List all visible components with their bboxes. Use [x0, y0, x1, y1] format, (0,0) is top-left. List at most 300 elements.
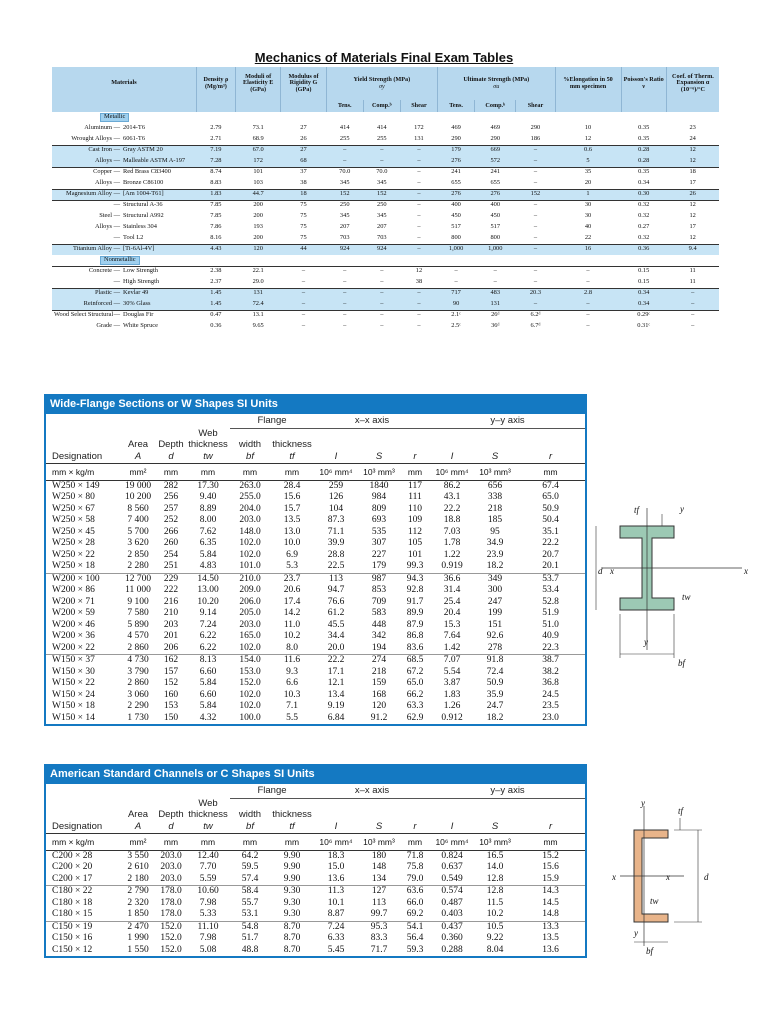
material-value: –	[363, 145, 400, 156]
material-value: –	[516, 145, 555, 156]
w-shape-row	[46, 538, 585, 550]
w-designation: W200 × 59	[52, 608, 95, 618]
c-value: 16.5	[486, 850, 504, 861]
c-value: 7.24	[314, 921, 358, 933]
w-value: 6.60	[199, 666, 217, 677]
c-hdr-width: width	[238, 809, 262, 820]
material-value: 0.15	[638, 277, 650, 285]
c-value: 56.4	[406, 933, 424, 943]
w-value: 8.89	[199, 503, 217, 514]
c-value: 178.0	[156, 886, 186, 898]
material-value: 0.31ᶜ	[637, 322, 651, 330]
w-value: 3 060	[127, 689, 149, 700]
material-value: –	[326, 299, 363, 310]
w-shape-row	[46, 690, 585, 702]
material-group: Cast Iron	[88, 146, 112, 154]
w-value: 17.1	[327, 666, 345, 677]
material-value: 152	[363, 189, 400, 200]
w-designation: W150 × 30	[52, 666, 95, 677]
material-value: 12	[584, 134, 592, 142]
w-value: 63.3	[406, 701, 424, 711]
w-value: 222	[163, 585, 179, 595]
w-value: 105	[407, 538, 423, 548]
material-row: Alloys — Malleable ASTM A-197 7.28 172 68 – – – 276 572 – 5 0.28 12	[52, 156, 719, 167]
w-value: 20.4	[443, 608, 461, 618]
w-value: 0.912	[441, 712, 463, 723]
w-value: 7.07	[430, 655, 474, 667]
w-value: 2 850	[127, 549, 149, 560]
c-shape-row	[46, 933, 585, 945]
w-value: 257	[163, 503, 179, 514]
w-value: 50.9	[486, 678, 504, 688]
material-row: Alloys — Bronze C86100 8.83 103 38 345 345 – 655 655 – 20 0.34 17	[52, 178, 719, 189]
w-value: 9.3	[286, 666, 298, 677]
material-spec: [Am 1004-T61]	[123, 190, 164, 198]
material-value: 8.74	[196, 167, 235, 178]
material-value: –	[380, 322, 384, 330]
material-group: Wood Select Structural	[54, 311, 114, 319]
material-value: 75	[300, 223, 307, 231]
material-value: –	[363, 310, 400, 321]
material-value: 26	[666, 189, 719, 200]
c-body	[46, 850, 585, 956]
material-spec: 6061-T6	[123, 134, 146, 142]
w-value: 18.2	[486, 561, 504, 571]
material-value: –	[281, 310, 326, 321]
w-value: 23.5	[542, 701, 559, 711]
materials-body	[52, 112, 719, 332]
material-group: Magnesium Alloy	[66, 190, 112, 198]
w-value: 3.87	[443, 678, 461, 688]
material-value: 655	[490, 178, 501, 186]
w-value: 6.84	[327, 712, 345, 723]
w-shape-row	[46, 492, 585, 504]
material-value: –	[326, 266, 363, 277]
w-designation: W200 × 46	[52, 619, 95, 630]
hdr-ult-tens: Tens.	[438, 100, 475, 112]
w-value: 10.0	[283, 538, 301, 548]
w-value: 91.8	[474, 655, 516, 667]
w-value: 5 890	[127, 619, 149, 630]
w-designation: W250 × 80	[52, 492, 95, 502]
w-value: 709	[371, 596, 387, 607]
w-shape-row	[46, 573, 585, 585]
material-value: 152	[326, 189, 363, 200]
w-value: 11.6	[270, 655, 314, 667]
c-units-row	[46, 833, 585, 850]
w-value: 218	[371, 666, 387, 677]
w-value: 95	[490, 526, 500, 537]
c-value: 11.5	[486, 897, 504, 908]
w-value: 51.0	[542, 619, 559, 630]
material-value: –	[586, 277, 590, 285]
material-value: 517	[451, 223, 461, 231]
c-value: 1 990	[127, 933, 149, 943]
w-tf-label: tf	[634, 505, 640, 515]
material-value: 8.16	[210, 233, 222, 241]
w-value: 24.7	[486, 701, 504, 711]
material-spec: Malleable ASTM A-197	[123, 156, 186, 164]
c-value: 0.360	[441, 933, 463, 943]
material-spec: Red Brass C83400	[123, 168, 171, 176]
w-value: 4.32	[199, 712, 217, 723]
material-value: –	[533, 212, 538, 220]
c-value: 83.3	[370, 933, 388, 943]
material-value: 2.5ᶜ	[451, 322, 461, 330]
material-value: 68	[281, 156, 326, 167]
w-designation: W150 × 22	[52, 678, 95, 688]
material-value: 290	[451, 134, 461, 142]
hdr-ultimate-label: Ultimate Strength (MPa)	[463, 76, 530, 83]
w-value: 2 290	[127, 701, 149, 711]
w-shape-row	[46, 667, 585, 679]
material-value: 400	[438, 200, 475, 211]
c-value: 66.0	[406, 897, 424, 908]
material-value: 703	[377, 233, 387, 241]
w-value: 111	[408, 492, 422, 502]
c-unit-cell: 10⁶ mm⁴	[430, 833, 474, 850]
c-shape-row	[46, 898, 585, 910]
w-value: 5.54	[443, 666, 461, 677]
c-unit-cell: mm²	[120, 833, 156, 850]
w-value: 153	[163, 701, 179, 711]
w-hdr-bf: bf	[246, 450, 254, 462]
material-value: 250	[363, 200, 400, 211]
w-hdr-Ix: I	[334, 450, 338, 462]
hdr-yield-sub: σy	[378, 82, 385, 90]
w-value: 62.9	[406, 712, 424, 723]
material-value: 2.37	[210, 277, 222, 285]
w-value: 53.7	[516, 573, 585, 585]
w-hdr-A: A	[134, 450, 142, 462]
w-value: 5.3	[286, 561, 298, 571]
w-value: 15.3	[443, 619, 461, 630]
material-value: 72.4	[235, 299, 280, 310]
material-value: 6.2ᵈ	[516, 310, 555, 321]
c-value: 0.288	[441, 944, 463, 955]
w-value: 35.1	[542, 526, 559, 537]
w-value: 809	[371, 503, 387, 514]
material-value: –	[400, 167, 437, 178]
w-value: 110	[408, 503, 422, 514]
material-value: 75	[300, 233, 307, 241]
c-unit-cell: mm	[516, 833, 585, 850]
w-value: 3 620	[127, 538, 149, 548]
w-value: 194	[371, 642, 387, 653]
w-value: 6.9	[286, 549, 298, 560]
material-value: 22	[584, 233, 592, 241]
material-row: Steel — Structural A992 7.85 200 75 345 345 – 450 450 – 30 0.32 12	[52, 211, 719, 222]
material-value: –	[586, 322, 590, 330]
w-designation: W250 × 18	[52, 561, 95, 571]
c-value: 9.90	[283, 850, 301, 861]
w-value: 252	[163, 515, 179, 525]
material-value: 1.45	[196, 288, 235, 299]
w-value: 5 700	[127, 526, 149, 537]
material-value: 11	[689, 277, 696, 285]
w-value: 153.0	[239, 666, 261, 677]
w-value: 102.0	[239, 549, 261, 560]
w-value: 282	[163, 480, 179, 491]
material-group: Reinforced	[83, 299, 112, 307]
w-value: 12 700	[120, 573, 156, 585]
c-value: 79.0	[406, 873, 424, 884]
c-value: 134	[371, 873, 387, 884]
w-value: 52.8	[542, 596, 559, 607]
material-value: 9.65	[252, 322, 264, 330]
material-value: 27	[281, 145, 326, 156]
material-spec: Structural A992	[123, 212, 164, 220]
c-value: 71.7	[370, 944, 388, 955]
material-value: –	[400, 200, 437, 211]
w-value: 13.4	[327, 689, 345, 700]
c-value: 0.824	[441, 850, 463, 861]
c-designation: C180 × 22	[46, 886, 120, 898]
c-value: 1 550	[127, 944, 149, 955]
material-value: 0.32	[621, 200, 666, 211]
w-value: 278	[487, 642, 503, 653]
material-row: Aluminum — 2014-T6 2.79 73.1 27 414 414 172 469 469 290 10 0.35 23	[52, 123, 719, 134]
material-spec: Douglas Fir	[123, 311, 154, 319]
w-value: 9 100	[127, 596, 149, 607]
c-value: 7.98	[199, 897, 217, 908]
w-value: 71.1	[327, 526, 345, 537]
w-value: 19 000	[124, 480, 152, 491]
w-value: 12.1	[327, 678, 345, 688]
w-value: 6.60	[199, 689, 217, 700]
w-value: 87.9	[406, 619, 424, 630]
material-value: 5	[555, 156, 621, 167]
c-hdr-ry: r	[548, 820, 553, 832]
w-designation: W200 × 86	[52, 585, 95, 595]
w-value: 35.9	[486, 689, 504, 700]
w-value: 4 730	[120, 655, 156, 667]
c-value: 9.30	[283, 909, 301, 919]
c-value: 14.8	[542, 909, 559, 919]
material-row: Reinforced — 30% Glass 1.45 72.4 – – – – 90 131 – – 0.34 –	[52, 299, 719, 310]
w-value: 9.19	[327, 701, 345, 711]
material-value: 131	[475, 299, 516, 310]
c-value: 14.0	[486, 862, 504, 872]
w-value: 151	[487, 619, 503, 630]
material-value: 2.79	[210, 124, 222, 132]
hdr-ultimate-sub: σu	[493, 82, 500, 90]
w-value: 92.6	[486, 631, 504, 641]
w-value: 17.30	[197, 480, 219, 491]
w-hdr-tf: tf	[289, 450, 295, 462]
w-value: 17.4	[283, 596, 301, 607]
material-value: 0.35	[638, 124, 650, 132]
c-value: 9.30	[283, 897, 301, 908]
w-bf-label: bf	[678, 658, 686, 668]
material-group: Concrete	[88, 267, 112, 275]
w-shape-diagram	[592, 500, 762, 670]
material-group: Titanium Alloy	[72, 245, 112, 253]
w-shape-row	[46, 561, 585, 573]
material-value: 179	[438, 145, 475, 156]
c-hdr-Sx: S	[375, 820, 383, 832]
w-shape-row	[46, 480, 585, 492]
material-value: –	[666, 299, 719, 310]
w-value: 203	[163, 619, 179, 630]
material-value: –	[417, 223, 421, 231]
material-value: 0.29ᶜ	[621, 310, 666, 321]
c-value: 5.33	[199, 909, 217, 919]
material-value: 2.1ᶜ	[438, 310, 475, 321]
w-hdr-thickness: thickness	[188, 439, 228, 450]
w-value: 102.0	[239, 689, 261, 700]
w-value: 38.7	[516, 655, 585, 667]
w-designation: W200 × 22	[52, 642, 95, 653]
material-value: –	[326, 145, 363, 156]
w-value: 50.9	[542, 503, 559, 514]
c-value: 12.8	[474, 886, 516, 898]
material-value: –	[281, 288, 326, 299]
material-value: 0.6	[555, 145, 621, 156]
w-value: 92.8	[406, 585, 424, 595]
w-units-row	[46, 463, 585, 480]
w-shape-row	[46, 713, 585, 725]
w-unit-cell: mm	[400, 463, 430, 480]
w-unit-cell: 10³ mm³	[474, 463, 516, 480]
c-value: 59.3	[406, 944, 424, 955]
w-shape-row	[46, 597, 585, 609]
material-value: –	[380, 277, 384, 285]
w-unit-cell: 10⁶ mm⁴	[314, 463, 358, 480]
material-value: –	[400, 299, 437, 310]
w-value: 14.2	[283, 608, 301, 618]
w-value: 101	[407, 549, 423, 560]
w-value: 218	[487, 503, 503, 514]
c-designation: C200 × 28	[52, 850, 93, 861]
w-value: 34.9	[486, 538, 504, 548]
w-value: 10.3	[283, 689, 301, 700]
material-value: 669	[475, 145, 516, 156]
w-value: 266	[163, 526, 179, 537]
w-value: 91.2	[370, 712, 388, 723]
c-shapes-title: American Standard Channels or C Shapes SI Units	[44, 764, 587, 784]
material-value: 276	[438, 156, 475, 167]
w-value: 984	[371, 492, 387, 502]
material-value: 345	[339, 212, 350, 220]
w-value: 7 400	[127, 515, 149, 525]
w-shapes-table	[46, 414, 585, 724]
w-unit-cell: mm × kg/m	[46, 463, 120, 480]
material-value: –	[533, 233, 538, 241]
c-hdr-bf: bf	[246, 820, 254, 832]
material-value: 1,000	[438, 244, 475, 255]
w-shape-row	[46, 527, 585, 539]
material-row: Magnesium Alloy — [Am 1004-T61] 1.83 44.7 18 152 152 – 276 276 152 1 0.30 26	[52, 189, 719, 200]
c-unit-cell: 10³ mm³	[358, 833, 400, 850]
material-value: 0.30	[621, 189, 666, 200]
c-hdr-depth: Depth	[158, 809, 184, 820]
material-row: Wrought Alloys — 6061-T6 2.71 68.9 26 255 255 131 290 290 186 12 0.35 24	[52, 134, 719, 145]
c-unit-cell: mm	[400, 833, 430, 850]
c-value: 75.8	[406, 862, 424, 872]
material-value: 0.34	[621, 299, 666, 310]
w-designation: W250 × 58	[52, 515, 95, 525]
w-unit-cell: mm	[270, 463, 314, 480]
material-value: 68.9	[252, 134, 264, 142]
w-value: 67.2	[406, 666, 424, 677]
c-value: 152.0	[160, 944, 182, 955]
c-value: 10.60	[186, 886, 230, 898]
material-value: 10	[584, 124, 592, 132]
material-group: Copper	[93, 168, 112, 176]
material-value: 7.86	[210, 223, 222, 231]
material-value: 0.28	[621, 156, 666, 167]
c-value: 5.08	[199, 944, 217, 955]
material-row: — Structural A-36 7.85 200 75 250 250 – 400 400 – 30 0.32 12	[52, 200, 719, 211]
material-value: –	[281, 299, 326, 310]
material-value: 44	[281, 244, 326, 255]
material-value: –	[516, 156, 555, 167]
c-shape-row	[46, 909, 585, 921]
material-value: 572	[475, 156, 516, 167]
material-value: 22.1	[235, 266, 280, 277]
material-value: 655	[451, 178, 461, 186]
material-value: –	[400, 189, 437, 200]
c-value: 14.5	[542, 897, 559, 908]
w-value: 229	[156, 573, 186, 585]
w-value: 8.0	[286, 642, 298, 653]
w-x-label-left: x	[610, 566, 614, 576]
material-value: –	[666, 310, 719, 321]
w-unit-cell: mm²	[120, 463, 156, 480]
material-value: 255	[339, 134, 350, 142]
material-value: 1,000	[475, 244, 516, 255]
w-value: 205.0	[239, 608, 261, 618]
material-value: –	[666, 288, 719, 299]
c-value: 7.98	[199, 933, 217, 943]
material-value: 17	[689, 178, 696, 186]
w-value: 6.22	[199, 631, 217, 641]
c-value: 15.2	[542, 850, 559, 861]
w-value: 45.5	[327, 619, 345, 630]
material-spec: High Strength	[123, 277, 160, 285]
w-value: 117	[408, 480, 422, 491]
material-value: 0.32	[638, 233, 650, 241]
w-tw-label: tw	[682, 592, 691, 602]
w-value: 263.0	[239, 480, 261, 491]
material-value: 12	[689, 212, 696, 220]
w-value: 28.8	[327, 549, 345, 560]
w-value: 20.0	[327, 642, 345, 653]
w-value: 7.62	[199, 526, 217, 537]
w-d-label: d	[598, 566, 603, 576]
material-value: 414	[377, 124, 387, 132]
w-value: 307	[371, 538, 387, 548]
material-value: 172	[235, 156, 280, 167]
material-spec: Low Strength	[123, 267, 158, 275]
w-hdr-rx: r	[413, 450, 417, 462]
w-hdr-xx: x–x axis	[314, 414, 430, 428]
w-shape-row	[46, 550, 585, 562]
w-value: 6.22	[199, 642, 217, 653]
w-value: 6.6	[286, 678, 298, 688]
w-shape-row	[46, 504, 585, 516]
material-spec: White Spruce	[123, 322, 158, 330]
c-designation: C180 × 18	[52, 897, 93, 908]
material-value: 469	[490, 124, 501, 132]
c-value: 51.7	[241, 933, 259, 943]
material-value: –	[555, 310, 621, 321]
c-hdr-designation: Designation	[52, 820, 103, 832]
w-value: 28.4	[283, 480, 301, 491]
material-value: 250	[326, 200, 363, 211]
material-value: 101	[235, 167, 280, 178]
